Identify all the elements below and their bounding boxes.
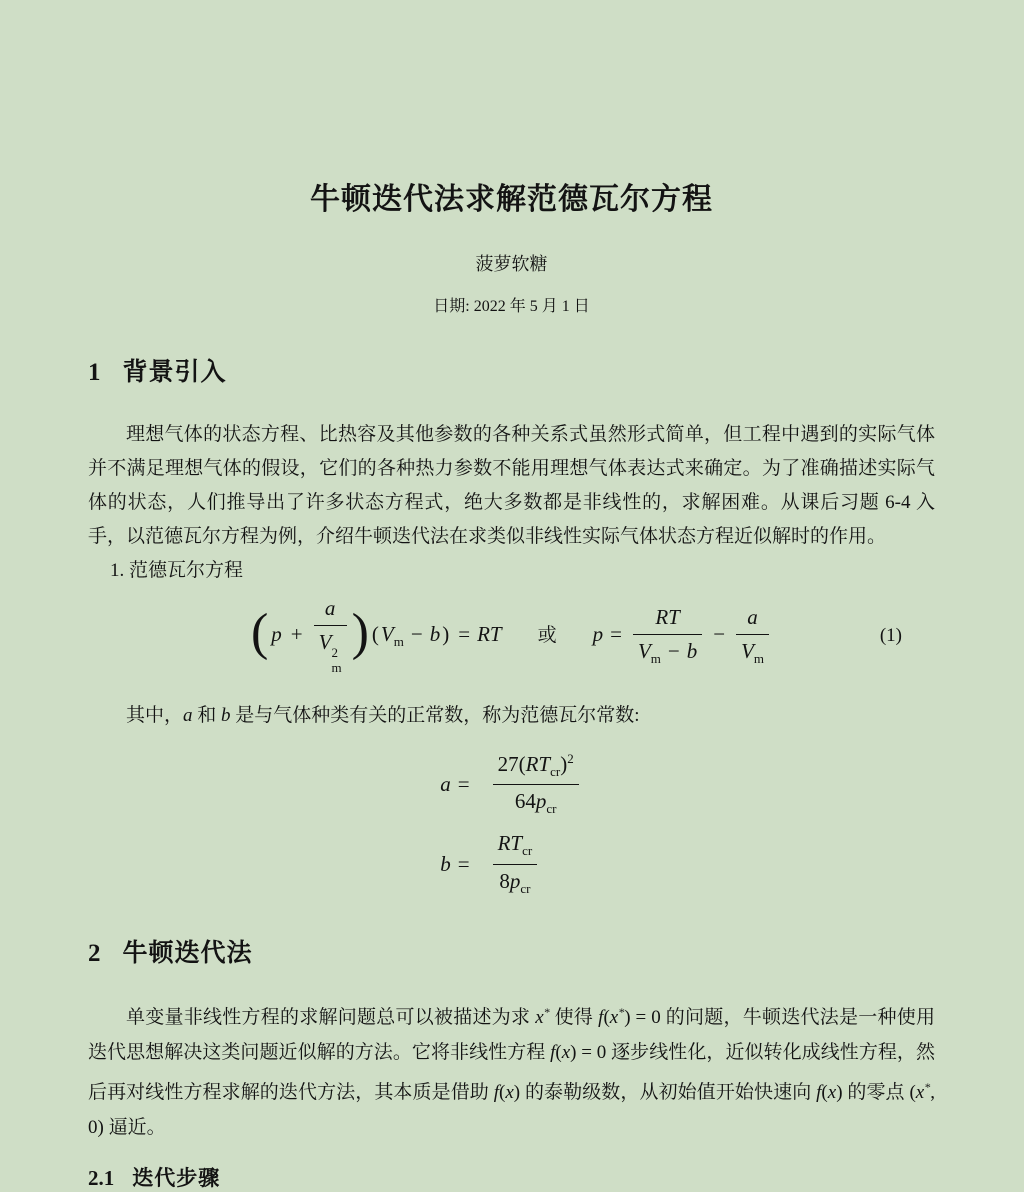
text-segment: 逼近。 <box>103 1116 166 1138</box>
section-2-heading <box>88 938 935 969</box>
section-1-heading <box>88 357 935 388</box>
text-segment: ) <box>513 1081 521 1103</box>
text-segment: 使得 <box>549 1006 599 1028</box>
enumerate-item-1: 1. 范德瓦尔方程 <box>110 560 244 581</box>
text-segment: 的问题，牛顿迭代法是一种使用迭代思想解决这类问题近似解的方法。它将非线性方程 <box>88 1006 935 1063</box>
fraction-a-constant: $\frac{27(RT_{cr})^2}{64p_{cr}}$ <box>493 750 579 818</box>
subsection-2-1-heading <box>88 1165 935 1192</box>
text-segment: 单变量非线性方程的求解问题总可以被描述为求 <box>126 1006 536 1028</box>
text-segment: 逐步线性化，近似转化成线性方程，然后再对线性方程求解的迭代方法，其本质是借助 <box>88 1041 935 1103</box>
fraction-b-constant: $\frac{RT_{cr}}{8p_{cr}}$ <box>493 830 538 897</box>
text-segment: ) = 0 <box>570 1041 607 1063</box>
author-name: 菠萝软糖 <box>475 254 548 274</box>
section-2-title: 牛顿迭代法 <box>122 938 253 967</box>
text-segment: 其中， <box>126 705 184 726</box>
text-segment: * <box>618 1004 625 1019</box>
text-segment: f <box>598 1006 604 1028</box>
text-segment: ( <box>603 1006 610 1028</box>
section-2-number: 2 <box>88 939 101 967</box>
section-1-title: 背景引入 <box>122 358 227 386</box>
text-segment: * <box>543 1004 550 1019</box>
text-segment: 的泰勒级数，从初始值开始快速向 <box>520 1081 817 1103</box>
text-segment: a <box>183 705 193 726</box>
text-segment: ( <box>909 1081 916 1103</box>
text-segment: b <box>221 705 231 726</box>
text-segment: ( <box>499 1081 506 1103</box>
text-segment: 和 <box>192 705 222 726</box>
section-2-paragraph <box>88 995 935 1145</box>
text-segment: f <box>550 1041 556 1063</box>
fraction-a-over-Vm2: a V 2 m <box>314 595 347 677</box>
page-title: 牛顿迭代法求解范德瓦尔方程 <box>310 183 713 216</box>
text-segment: ) <box>836 1081 843 1103</box>
equation-1 <box>88 596 935 675</box>
text-segment: x <box>561 1041 571 1063</box>
text-segment: 的零点 <box>842 1081 910 1103</box>
constants-note <box>88 699 935 732</box>
text-segment: x <box>505 1081 514 1103</box>
fraction-a-over-Vm: $\frac{a}{V_m}$ <box>736 604 769 668</box>
text-segment: f <box>493 1081 500 1103</box>
text-segment: x <box>609 1006 619 1028</box>
text-segment: x <box>827 1081 837 1103</box>
text-segment: ( <box>555 1041 562 1063</box>
text-segment: , 0) <box>88 1081 935 1138</box>
subsection-2-1-title: 迭代步骤 <box>132 1166 221 1190</box>
equation-1-content: ( p + a V 2 m ) $(V_m - b)$ = RT 或 p = $\frac{RT}{V_m - b}$ − $\frac{a}{V_m}$ <box>250 595 773 677</box>
subsection-2-1-number: 2.1 <box>88 1165 115 1190</box>
fraction-RT-over-Vm-minus-b: $\frac{RT}{V_m - b}$ <box>633 604 702 668</box>
text-segment: * <box>924 1079 931 1094</box>
text-segment: x <box>915 1081 925 1103</box>
equations-a-b: a = $\frac{27(RT_{cr})^2}{64p_{cr}}$ b = $\frac{RT_{cr}}{8p_{cr}}$ <box>88 750 935 898</box>
text-segment: x <box>535 1006 544 1028</box>
text-segment: 是与气体种类有关的正常数，称为范德瓦尔常数: <box>230 705 640 726</box>
text-segment: f <box>816 1081 822 1103</box>
text-segment: ( <box>821 1081 828 1103</box>
section-1-number: 1 <box>88 359 101 386</box>
section-1-paragraph: 理想气体的状态方程、比热容及其他参数的各种关系式虽然形式简单，但工程中遇到的实际气体并不满足理想气体的假设，它们的各种热力参数不能用理想气体表达式来确定。为了准确描述实际气体的状态，人们推导出了许多状态方程式，绝大多数都是非线性的，求解困难。从课后习题 6-4 入手，以范德瓦尔方程为例，介绍牛顿迭代法在求类似非线性实际气体状态方程近似解时的作用。 <box>88 424 935 547</box>
text-segment: ) = 0 <box>624 1006 661 1028</box>
date-line: 日期: 2022 年 5 月 1 日 <box>433 298 590 315</box>
equation-number: (1) <box>879 625 902 646</box>
or-word: 或 <box>537 624 557 646</box>
